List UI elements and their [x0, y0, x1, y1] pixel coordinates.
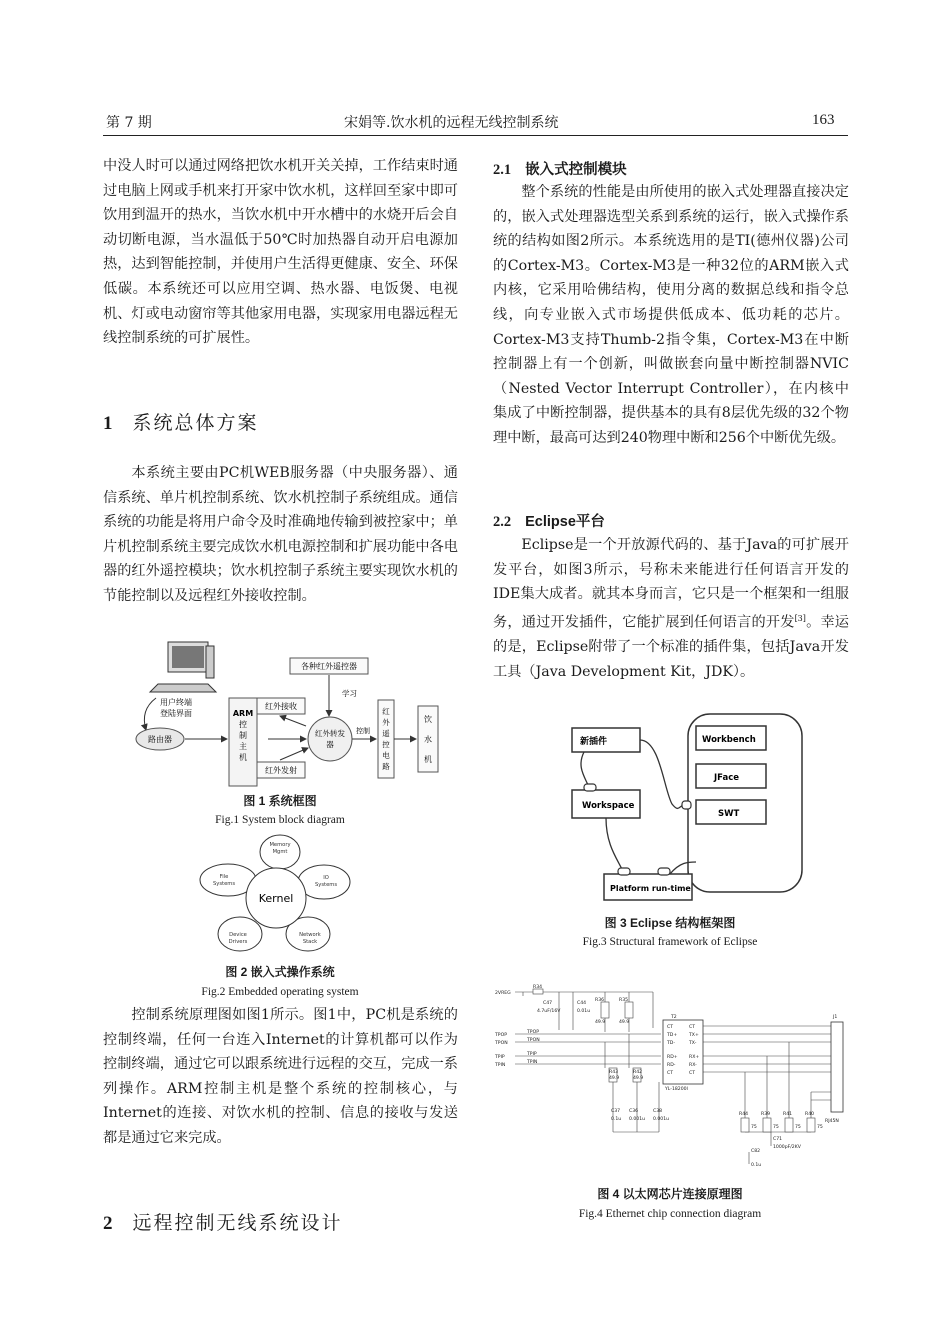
chip-pin: RX+ — [689, 1055, 700, 1060]
subsection-2-2-title: Eclipse平台 — [525, 514, 605, 530]
section-2-heading — [103, 1208, 343, 1235]
petal-label: Stack — [302, 939, 318, 945]
r35-value: 49.9 — [619, 1020, 630, 1025]
figure-4 — [493, 982, 853, 1172]
net-tpin: TPIN — [495, 1063, 506, 1068]
forwarder-label-2: 器 — [326, 740, 334, 749]
eclipse-text-part-2: 。幸运的是，Eclipse附带了一个标准的插件集，包括Java开发工具（Java Development Kit，JDK）。 — [493, 614, 849, 680]
figure-3-caption-cn: 图 3 Eclipse 结构框架图 — [604, 916, 736, 930]
c71-value: 1000pF/2KV — [773, 1145, 801, 1150]
eclipse-framework-diagram — [560, 712, 810, 912]
forwarder-label: 红外转发 — [315, 729, 345, 738]
c38-value: 0.001u — [653, 1117, 670, 1122]
ir-circuit-char: 红 — [382, 707, 390, 716]
chip-pin: CT — [667, 1025, 674, 1030]
ir-receive-label: 红外接收 — [265, 702, 297, 711]
computer-icon — [150, 642, 216, 692]
subsection-2-1-heading — [493, 158, 627, 179]
workspace-label: Workspace — [582, 801, 635, 811]
subsection-2-2-number: 2.2 — [493, 514, 512, 530]
r41-value: 75 — [795, 1125, 801, 1130]
ir-forwarder-node — [308, 717, 352, 761]
r36-value: 49.9 — [595, 1020, 606, 1025]
subsection-2-1-paragraph: 整个系统的性能是由所使用的嵌入式处理器直接决定的，嵌入式处理器选型关系到系统的运行，嵌入式操作系统的结构如图2所示。本系统选用的是TI(德州仪器)公司的Cortex-M3。Cortex-M3是一种32位的ARM嵌入式内核，它采用哈佛结构，使用分离的数据总线和指令总线，向专业嵌入式市场提供低成本、低功耗的芯片。Cortex-M3支持Thumb-2指令集，Cortex-M3在中断控制器上有一个创新，叫做嵌套向量中断控制器NVIC（Nested Vector Interrupt Controller），在内核中集成了中断控制器，提供基本的具有8层优先级的32个物理中断，最高可达到240物理中断和256个中断优先级。 — [493, 184, 849, 446]
c37-value: 0.1u — [611, 1117, 622, 1122]
r40-value: 75 — [817, 1125, 823, 1130]
swt-label: SWT — [718, 809, 740, 819]
r34-label: R34 — [533, 985, 543, 990]
c37-label: C37 — [611, 1109, 621, 1114]
ir-circuit-char: 路 — [382, 762, 390, 771]
chip-pin: CT — [689, 1025, 696, 1030]
embedded-os-diagram — [196, 832, 366, 957]
figure-3 — [560, 712, 810, 912]
petal-label: IO — [323, 875, 329, 881]
arm-char: 主 — [239, 742, 247, 751]
t2-label: T2 — [671, 1015, 677, 1020]
ir-circuit-char: 控 — [382, 740, 390, 749]
c44-value: 0.01u — [577, 1009, 591, 1014]
net-tpin-2: TPIN — [527, 1060, 538, 1065]
c47-value: 4.7uF/16V — [537, 1009, 561, 1014]
net-2vreg: 2VREG — [495, 991, 511, 996]
figure-2-caption-en: Fig.2 Embedded operating system — [201, 986, 359, 998]
r36-label: R36 — [595, 998, 605, 1003]
r39-value: 75 — [773, 1125, 779, 1130]
c44-label: C44 — [577, 1001, 587, 1006]
ethernet-schematic — [493, 982, 853, 1172]
arm-char: 控 — [239, 720, 247, 729]
arm-char: 机 — [239, 753, 247, 762]
subsection-2-2-heading — [493, 510, 605, 531]
dispenser-char: 饮 — [424, 715, 432, 724]
chip-pin: TD+ — [667, 1033, 678, 1038]
chip-pin: RD+ — [667, 1055, 678, 1060]
r42-label: R42 — [633, 1070, 643, 1075]
petal-label: Network — [299, 932, 321, 938]
learn-label: 学习 — [342, 689, 357, 698]
ir-circuit-char: 外 — [382, 718, 390, 727]
chip-label: YL-18200I — [665, 1087, 688, 1092]
section-1-title: 系统总体方案 — [132, 412, 259, 434]
figure-3-caption-en: Fig.3 Structural framework of Eclipse — [582, 936, 758, 948]
r40-label: R40 — [805, 1112, 815, 1117]
figure-4-caption-en: Fig.4 Ethernet chip connection diagram — [578, 1208, 762, 1220]
r42-value: 49.9 — [633, 1076, 644, 1081]
c71-label: C71 — [773, 1137, 783, 1142]
new-plugin-label: 新插件 — [580, 737, 608, 747]
c47-label: C47 — [543, 1001, 553, 1006]
dispenser-char: 水 — [424, 735, 432, 744]
system-block-diagram — [130, 640, 445, 790]
ir-circuit-char: 电 — [382, 751, 390, 760]
petal-label: File — [219, 874, 229, 880]
r44-label: R44 — [739, 1112, 749, 1117]
citation-3: [3] — [794, 613, 806, 623]
chip-pin: TX+ — [689, 1033, 699, 1038]
eclipse-text-part-1: Eclipse是一个开放源代码的、基于Java的可扩展开发平台，如图3所示，号称未来能进行任何语言开发的IDE集大成者。就其本身而言，它只是一个框架和一组服务，通过开发插件，它能扩展到任何语言的开发 — [493, 537, 849, 631]
chip-pin: TX- — [689, 1041, 697, 1046]
user-terminal-label: 用户终端 — [160, 698, 192, 707]
r43-value: 49.9 — [609, 1076, 620, 1081]
ir-circuit-char: 遥 — [382, 729, 390, 738]
c82-value: 0.1u — [751, 1163, 762, 1168]
c38-label: C38 — [653, 1109, 663, 1114]
workbench-label: Workbench — [702, 735, 756, 745]
net-tpop-2: TPOP — [527, 1030, 539, 1035]
petal-label: Mgmt — [272, 849, 288, 855]
header-issue: 第 7 期 — [106, 115, 152, 131]
r44-value: 75 — [751, 1125, 757, 1130]
arm-char: 制 — [239, 731, 247, 740]
intro-paragraph: 中没人时可以通过网络把饮水机开关关掉，工作结束时通过电脑上网或手机来打开家中饮水机，这样回至家中即可饮用到温开的热水，当饮水机中开水槽中的水烧开后会自动切断电源，当水温低于50℃时加热器自动开启电源加热，达到智能控制，并使用户生活得更健康、安全、环保低碳。本系统还可以应用空调、热水器、电饭煲、电视机、灯或电动窗帘等其他家用电器，实现家用电器远程无线控制系统的可扩展性。 — [103, 158, 458, 347]
header-page-number: 163 — [812, 112, 835, 128]
chip-pin: RD- — [667, 1063, 676, 1068]
r41-label: R41 — [783, 1112, 793, 1117]
petal-label: Memory — [269, 842, 291, 848]
net-tpon: TPON — [495, 1041, 508, 1046]
remotes-label: 各种红外遥控器 — [301, 662, 357, 671]
figure-2-caption-cn: 图 2 嵌入式操作系统 — [225, 965, 335, 979]
c36-label: C36 — [629, 1109, 639, 1114]
control-system-paragraph: 控制系统原理图如图1所示。图1中，PC机是系统的控制终端，任何一台连入Internet的计算机都可以作为控制终端，通过它可以跟系统进行远程的交互，完成一系列操作。ARM控制主机是整个系统的控制核心，与Internet的连接、对饮水机的控制、信息的接收与发送都是通过它来完成。 — [103, 1007, 458, 1146]
header-title: 宋娟等.饮水机的远程无线控制系统 — [344, 115, 559, 131]
figure-1-caption-en: Fig.1 System block diagram — [215, 814, 345, 826]
chip-pin: RX- — [689, 1063, 697, 1068]
subsection-2-2-paragraph — [493, 533, 849, 684]
subsection-2-1-title: 嵌入式控制模块 — [525, 162, 627, 178]
section-1-paragraph: 本系统主要由PC机WEB服务器（中央服务器）、通信系统、单片机控制系统、饮水机控制子系统组成。通信系统的功能是将用户命令及时准确地传输到被控家中；单片机控制系统主要完成饮水机电源控制和扩展功能中各电器的红外遥控模块；饮水机控制子系统主要实现饮水机的节能控制以及远程红外接收控制。 — [103, 465, 458, 604]
chip-pin: TD- — [667, 1041, 676, 1046]
section-2-number: 2 — [103, 1213, 115, 1234]
c36-value: 0.001u — [629, 1117, 646, 1122]
r35-label: R35 — [619, 998, 629, 1003]
petal-label: Systems — [212, 881, 236, 887]
router-label: 路由器 — [148, 735, 172, 744]
net-tpip: TPIP — [495, 1055, 505, 1060]
c82-label: C82 — [751, 1149, 761, 1154]
net-tpon-2: TPON — [527, 1038, 540, 1043]
chip-pin: CT — [689, 1071, 696, 1076]
net-tpop: TPOP — [495, 1033, 507, 1038]
jface-label: JFace — [714, 773, 740, 783]
login-screen-label: 登陆界面 — [160, 709, 192, 718]
chip-pin: CT — [667, 1071, 674, 1076]
figure-4-caption-cn: 图 4 以太网芯片连接原理图 — [597, 1187, 743, 1201]
kernel-label: Kernel — [258, 892, 294, 905]
rj45-connector — [831, 1022, 843, 1112]
dispenser-char: 机 — [424, 755, 432, 764]
subsection-2-1-number: 2.1 — [493, 162, 512, 178]
section-2-title: 远程控制无线系统设计 — [132, 1212, 343, 1234]
figure-1-caption-cn: 图 1 系统框图 — [243, 794, 317, 808]
section-1-number: 1 — [103, 413, 115, 434]
platform-runtime-label: Platform run-time — [610, 884, 691, 893]
control-label: 控制 — [356, 727, 370, 735]
petal-label: Device — [229, 932, 247, 938]
arm-label: ARM — [232, 709, 254, 718]
j1-label: J1 — [833, 1015, 838, 1020]
petal-label: Drivers — [228, 939, 248, 945]
header-rule — [103, 135, 848, 136]
figure-2 — [196, 832, 366, 957]
figure-1 — [130, 640, 445, 790]
rj45-label: RJ45N — [825, 1119, 839, 1124]
r43-label: R43 — [609, 1070, 619, 1075]
net-tpip-2: TPIP — [527, 1052, 537, 1057]
section-1-heading — [103, 408, 259, 435]
r39-label: R39 — [761, 1112, 771, 1117]
ir-send-label: 红外发射 — [265, 766, 297, 775]
petal-label: Systems — [314, 882, 338, 888]
